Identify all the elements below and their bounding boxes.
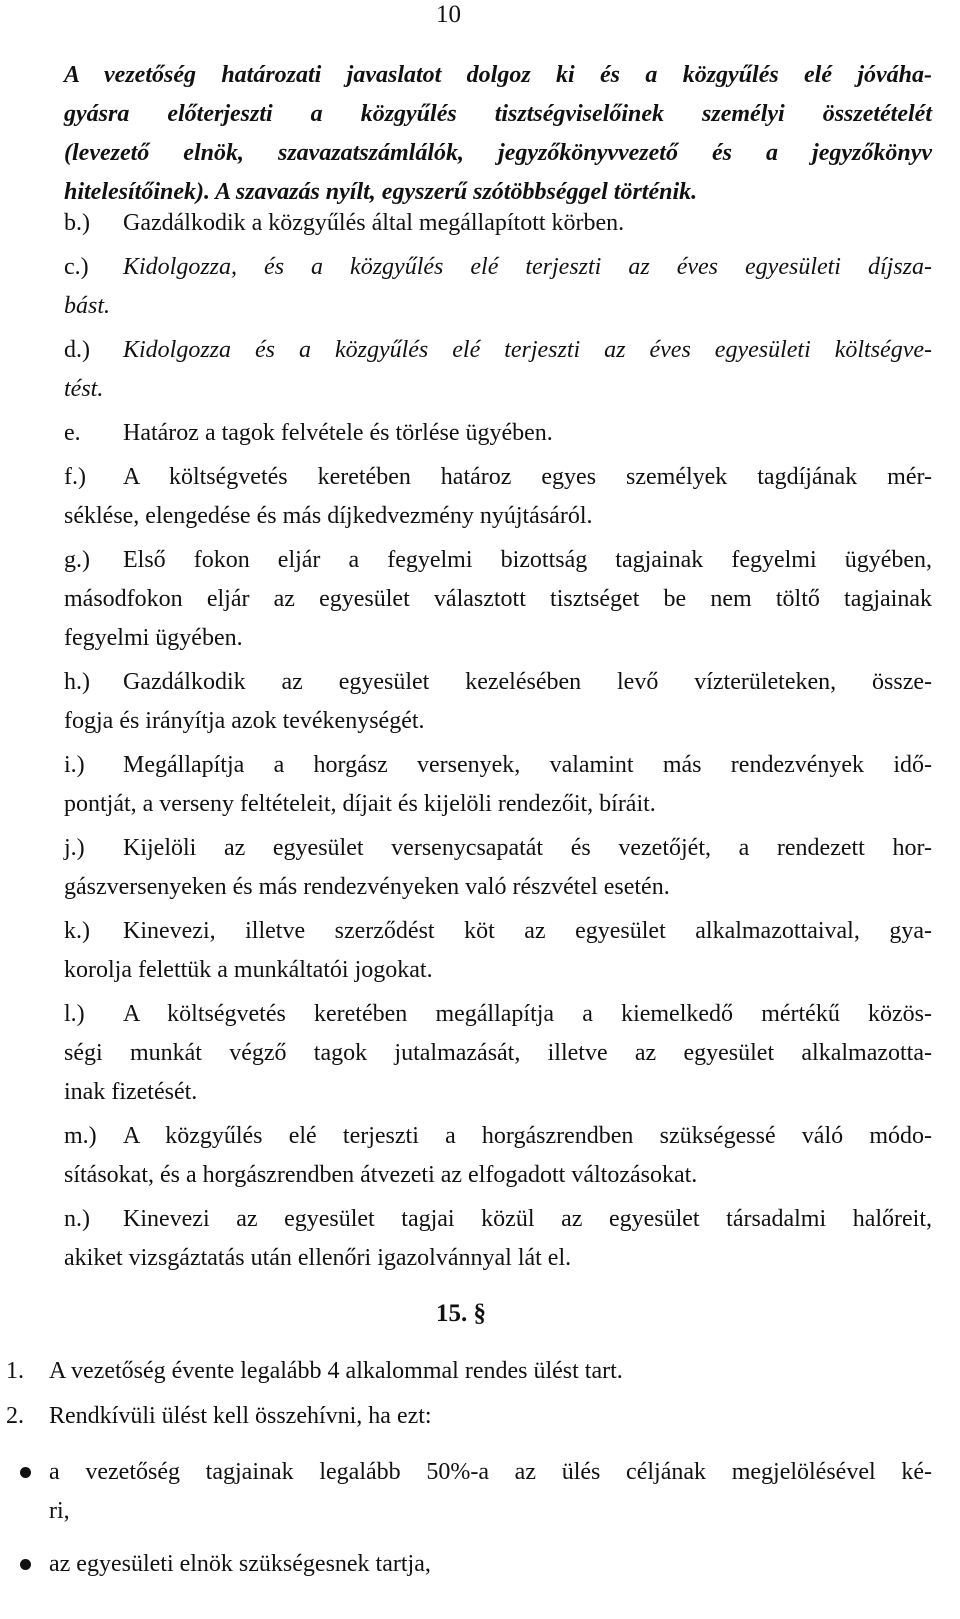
duty-item-label: j.) bbox=[64, 835, 85, 861]
duty-item-line: A közgyűlés elé terjeszti a horgászrendben szükségessé váló módo- bbox=[123, 1123, 932, 1149]
duty-item bbox=[64, 1200, 932, 1278]
item-text: A vezetőség évente legalább 4 alkalommal rendes ülést tart. bbox=[49, 1358, 623, 1384]
duty-item bbox=[64, 746, 932, 824]
duty-item-line: Kinevezi az egyesület tagjai közül az egyesület társadalmi halőreit, bbox=[123, 1206, 932, 1232]
numbered-item bbox=[6, 1352, 932, 1391]
duty-item bbox=[64, 541, 932, 658]
duty-item-line: ségi munkát végző tagok jutalmazását, illetve az egyesület alkalmazotta- bbox=[64, 1040, 932, 1066]
duty-item bbox=[64, 912, 932, 990]
duties-list bbox=[64, 204, 932, 1283]
duty-item-label: g.) bbox=[64, 547, 90, 573]
duty-item-line: Kinevezi, illetve szerződést köt az egyesület alkalmazottaival, gya- bbox=[123, 918, 932, 944]
duty-item-line: Kidolgozza és a közgyűlés elé terjeszti az éves egyesületi költségve- bbox=[123, 337, 932, 363]
duty-item-label: c.) bbox=[64, 254, 89, 280]
duty-item-line: Első fokon eljár a fegyelmi bizottság tagjainak fegyelmi ügyében, bbox=[123, 547, 932, 573]
duty-item-line: akiket vizsgáztatás után ellenőri igazolvánnyal lát el. bbox=[64, 1245, 572, 1271]
duty-item-label: d.) bbox=[64, 337, 90, 363]
duty-item bbox=[64, 204, 932, 243]
duty-item-line: Határoz a tagok felvétele és törlése ügyében. bbox=[123, 420, 553, 446]
duty-item-line: Megállapítja a horgász versenyek, valamint más rendezvények idő- bbox=[123, 752, 932, 778]
duty-item-line: tést. bbox=[64, 376, 104, 402]
duty-item bbox=[64, 663, 932, 741]
duty-item-line: inak fizetését. bbox=[64, 1079, 198, 1105]
duty-item-label: h.) bbox=[64, 669, 90, 695]
duty-item bbox=[64, 1117, 932, 1195]
duty-item-line: A költségvetés keretében határoz egyes személyek tagdíjának mér- bbox=[123, 464, 932, 490]
duty-item-line: sításokat, és a horgászrendben átvezeti az elfogadott változásokat. bbox=[64, 1162, 698, 1188]
intro-line: (levezető elnök, szavazatszámlálók, jegyzőkönyvvezető és a jegyzőkönyv bbox=[64, 140, 932, 166]
item-number: 1. bbox=[6, 1358, 24, 1384]
duty-item-label: e. bbox=[64, 420, 81, 446]
bullet-text-line: ri, bbox=[49, 1498, 70, 1524]
duty-item-line: gászversenyeken és más rendezvényeken való részvétel esetén. bbox=[64, 874, 670, 900]
duty-item bbox=[64, 331, 932, 409]
bullet-item bbox=[6, 1453, 932, 1531]
bullet-item bbox=[6, 1545, 932, 1584]
bullet-icon bbox=[20, 1467, 31, 1478]
bullet-text-line: az egyesületi elnök szükségesnek tartja, bbox=[49, 1551, 431, 1577]
numbered-item bbox=[6, 1397, 932, 1436]
duty-item bbox=[64, 248, 932, 326]
duty-item-line: bást. bbox=[64, 293, 111, 319]
duty-item-label: k.) bbox=[64, 918, 90, 944]
item-number: 2. bbox=[6, 1403, 24, 1429]
page-number: 10 bbox=[436, 1, 461, 28]
duty-item-line: Kijelöli az egyesület versenycsapatát és vezetőjét, a rendezett hor- bbox=[123, 835, 932, 861]
section-title: 15. § bbox=[436, 1300, 486, 1327]
intro-line: gyásra előterjeszti a közgyűlés tisztségviselőinek személyi összetételét bbox=[64, 101, 932, 127]
intro-line: A vezetőség határozati javaslatot dolgoz ki és a közgyűlés elé jóváha- bbox=[64, 62, 932, 88]
duty-item-line: Gazdálkodik az egyesület kezelésében levő vízterületeken, össze- bbox=[123, 669, 932, 695]
duty-item-line: A költségvetés keretében megállapítja a kiemelkedő mértékű közös- bbox=[123, 1001, 932, 1027]
bullet-list bbox=[6, 1453, 932, 1598]
duty-item-line: korolja felettük a munkáltatói jogokat. bbox=[64, 957, 433, 983]
duty-item-line: másodfokon eljár az egyesület választott tisztséget be nem töltő tagjainak bbox=[64, 586, 932, 612]
duty-item-label: n.) bbox=[64, 1206, 90, 1232]
duty-item bbox=[64, 458, 932, 536]
duty-item bbox=[64, 829, 932, 907]
duty-item bbox=[64, 995, 932, 1112]
duty-item-label: m.) bbox=[64, 1123, 97, 1149]
duty-item-line: séklése, elengedése és más díjkedvezmény nyújtásáról. bbox=[64, 503, 593, 529]
duty-item-line: Kidolgozza, és a közgyűlés elé terjeszti az éves egyesületi díjsza- bbox=[123, 254, 932, 280]
item-text: Rendkívüli ülést kell összehívni, ha ezt: bbox=[49, 1403, 432, 1429]
duty-item bbox=[64, 414, 932, 453]
bullet-icon bbox=[20, 1559, 31, 1570]
duty-item-label: b.) bbox=[64, 210, 90, 236]
duty-item-label: i.) bbox=[64, 752, 85, 778]
bullet-text-line: a vezetőség tagjainak legalább 50%-a az ülés céljának megjelölésével ké- bbox=[49, 1459, 932, 1485]
intro-paragraph bbox=[64, 56, 932, 212]
duty-item-label: l.) bbox=[64, 1001, 85, 1027]
duty-item-label: f.) bbox=[64, 464, 86, 490]
intro-line: hitelesítőinek). A szavazás nyílt, egyszerű szótöbbséggel történik. bbox=[64, 179, 698, 205]
duty-item-line: fogja és irányítja azok tevékenységét. bbox=[64, 708, 425, 734]
duty-item-line: Gazdálkodik a közgyűlés által megállapított körben. bbox=[123, 210, 625, 236]
numbered-list bbox=[6, 1352, 932, 1442]
duty-item-line: fegyelmi ügyében. bbox=[64, 625, 243, 651]
duty-item-line: pontját, a verseny feltételeit, díjait és kijelöli rendezőit, bíráit. bbox=[64, 791, 656, 817]
